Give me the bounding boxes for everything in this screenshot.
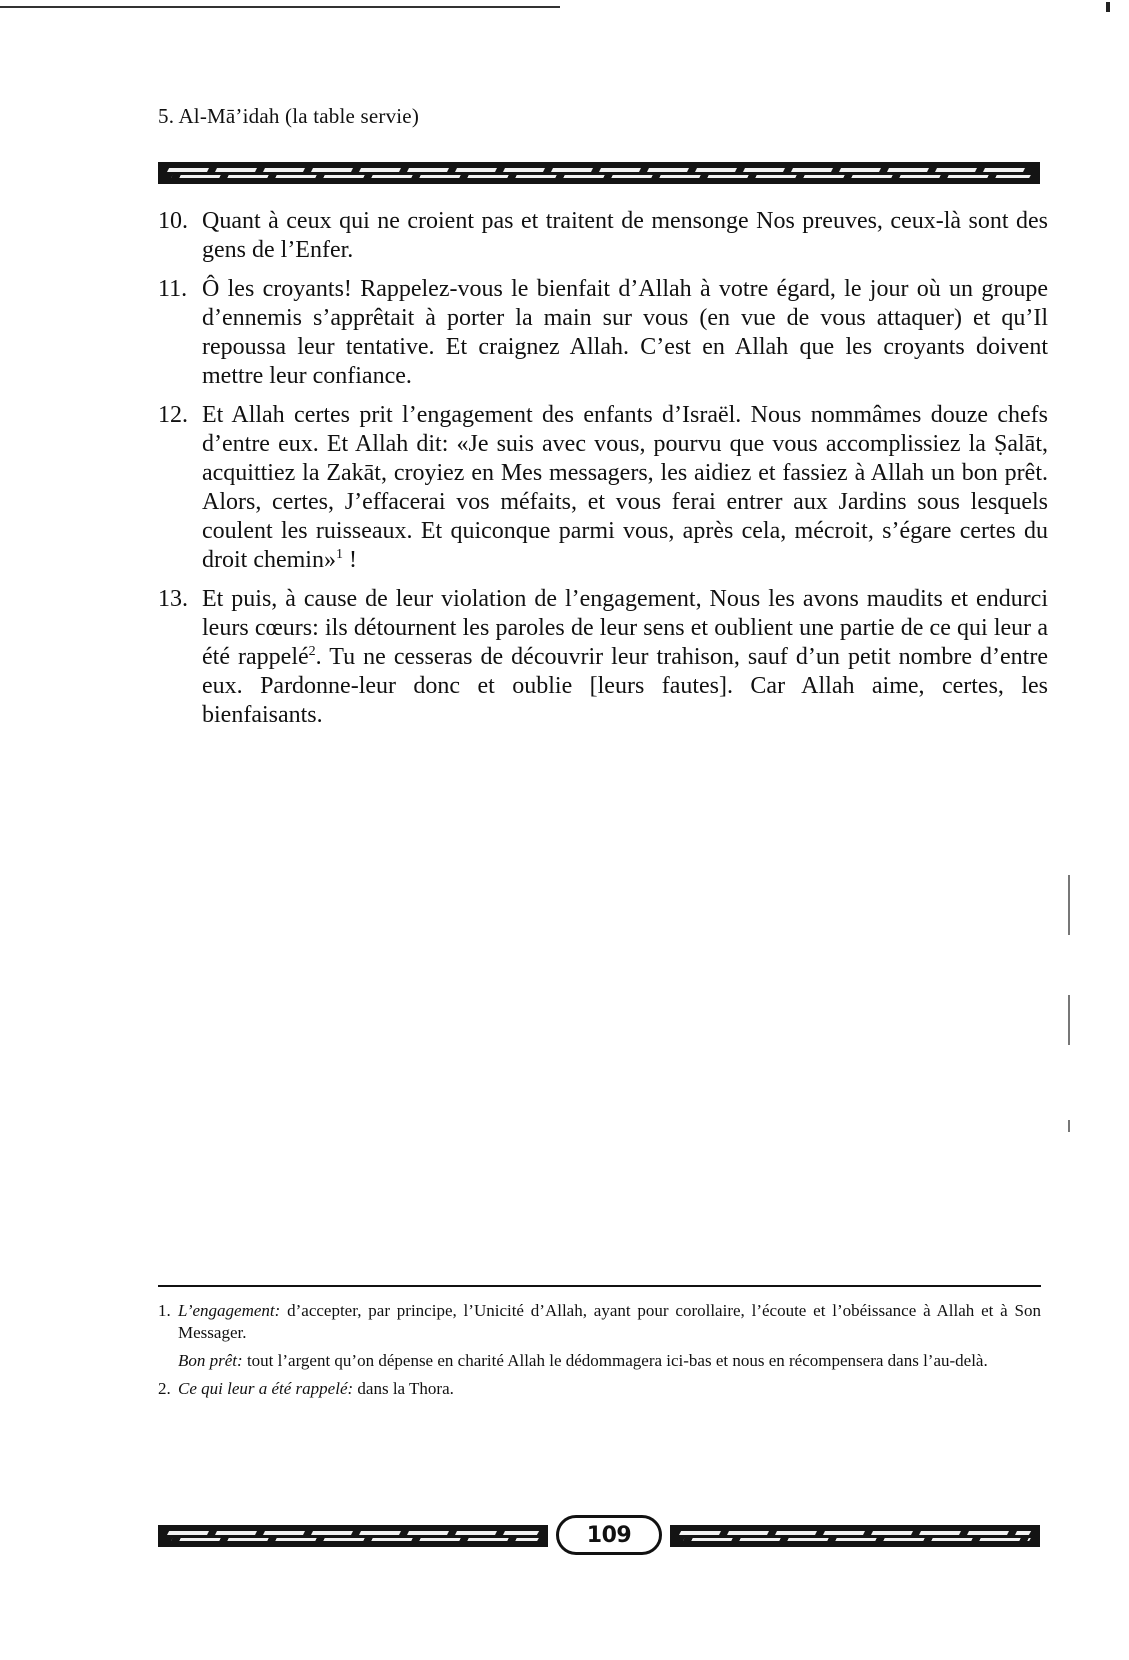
page-number: 109	[556, 1515, 662, 1555]
scan-top-rule	[0, 6, 560, 8]
scan-margin-mark	[1068, 875, 1070, 935]
footnote-term: Bon prêt:	[178, 1351, 243, 1370]
verse-number: 12.	[158, 402, 188, 428]
verse-11	[158, 275, 1048, 391]
verse-body: Et puis, à cause de leur violation de l’engagement, Nous les avons maudits et endurci leurs cœurs: ils détournent les paroles de leur sens et oublient une partie de ce qui leur a été rappelé	[202, 586, 1048, 670]
verse-body: Et Allah certes prit l’engagement des enfants d’Israël. Nous nommâmes douze chefs d’entre eux. Et Allah dit: «Je suis avec vous, pourvu que vous accomplissiez la Ṣalāt, acquittiez la Zakāt, croyiez en Mes messagers, les aidiez et fassiez à Allah un bon prêt. Alors, certes, J’effacerai vos méfaits, et vous ferai entrer aux Jardins sous lesquels coulent les ruisseaux. Et quiconque parmi vous, après cela, mécroit, s’égare certes du droit chemin»	[202, 402, 1048, 573]
verse-number: 13.	[158, 586, 188, 612]
footnote-term: L’engagement:	[178, 1301, 281, 1320]
footnote-1b	[158, 1350, 1041, 1372]
verse-12	[158, 401, 1048, 575]
verse-text: Ô les croyants! Rappelez-vous le bienfait d’Allah à votre égard, le jour où un groupe d’ennemis s’apprêtait à porter la main sur vous (en vue de vous attaquer) et qu’Il repoussa leur tentative. Et craignez Allah. C’est en Allah que les croyants doivent mettre leur confiance.	[202, 276, 1048, 389]
footnote-body	[178, 1378, 1041, 1400]
footnote-body	[178, 1350, 1041, 1372]
scan-corner-mark	[1106, 2, 1110, 12]
footnote-text: dans la Thora.	[353, 1379, 454, 1398]
footnote-1	[158, 1300, 1041, 1344]
verse-text	[202, 401, 1048, 575]
verse-text: Quant à ceux qui ne croient pas et traitent de mensonge Nos preuves, ceux-là sont des gens de l’Enfer.	[202, 208, 1048, 263]
verse-text	[202, 585, 1048, 730]
footnote-separator	[158, 1285, 1041, 1287]
chapter-header: 5. Al-Mā’idah (la table servie)	[158, 104, 420, 128]
verse-number: 11.	[158, 276, 188, 302]
footnote-number: 2.	[158, 1379, 171, 1398]
footnote-body	[178, 1300, 1041, 1344]
footnote-ref-2: 2	[308, 644, 316, 659]
footnote-text: tout l’argent qu’on dépense en charité Allah le dédommagera ici-bas et nous en récompensera dans l’au-delà.	[242, 1351, 988, 1370]
ornamental-border-top	[158, 162, 1040, 184]
verse-tail: !	[342, 547, 357, 573]
footnote-number: 1.	[158, 1301, 171, 1320]
footnote-ref-1: 1	[335, 547, 343, 562]
footnotes	[158, 1300, 1041, 1406]
scan-margin-mark	[1068, 1120, 1070, 1132]
ornamental-border-bottom-left	[158, 1525, 548, 1547]
ornamental-border-bottom-right	[670, 1525, 1040, 1547]
verse-13	[158, 585, 1048, 730]
verse-number: 10.	[158, 208, 188, 234]
verse-tail: . Tu ne cesseras de découvrir leur trahison, sauf d’un petit nombre d’entre eux. Pardonne-leur donc et oublie [leurs fautes]. Car Allah aime, certes, les bienfaisants.	[202, 644, 1048, 728]
footnote-2	[158, 1378, 1041, 1400]
verse-10	[158, 207, 1048, 265]
verse-list	[158, 207, 1048, 740]
scan-margin-mark	[1068, 995, 1070, 1045]
footnote-text: d’accepter, par principe, l’Unicité d’Allah, ayant pour corollaire, l’écoute et l’obéissance à Allah et à Son Messager.	[178, 1301, 1041, 1342]
footnote-number	[158, 1350, 178, 1372]
footnote-term: Ce qui leur a été rappelé:	[178, 1379, 354, 1398]
